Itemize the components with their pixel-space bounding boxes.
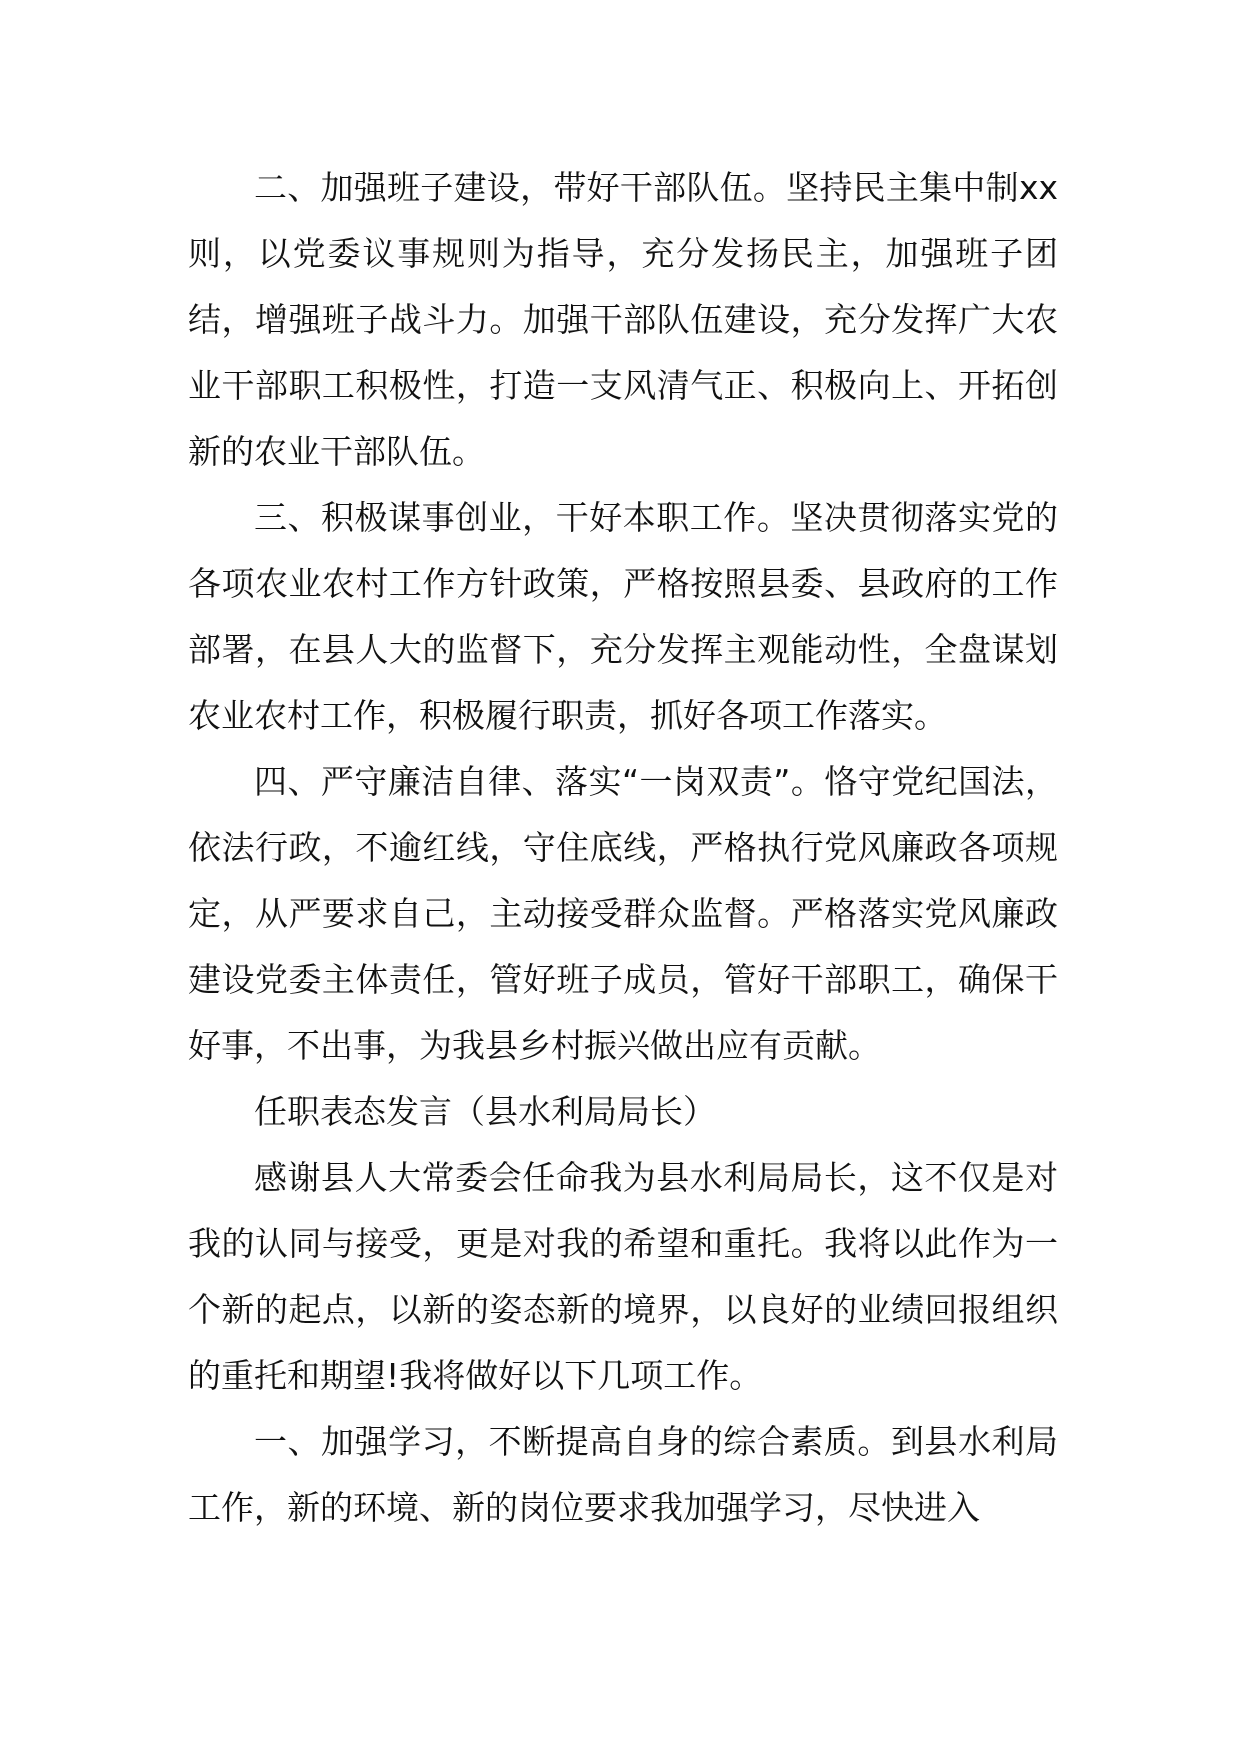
section-heading: 任职表态发言（县水利局局长） — [254, 1092, 716, 1131]
paragraph-work-duties: 三、积极谋事创业，干好本职工作。坚决贯彻落实党的各项农业农村工作方针政策，严格按照县委、县政府的工作部署，在县人大的监督下，充分发挥主观能动性，全盘谋划农业农村工作，积极履行职责，抓好各项工作落实。 — [188, 498, 1058, 735]
paragraph-thanks: 感谢县人大常委会任命我为县水利局局长，这不仅是对我的认同与接受，更是对我的希望和重托。我将以此作为一个新的起点，以新的姿态新的境界，以良好的业绩回报组织的重托和期望!我将做好以下几项工作。 — [188, 1158, 1058, 1395]
paragraph-study: 一、加强学习，不断提高自身的综合素质。到县水利局工作，新的环境、新的岗位要求我加强学习，尽快进入 — [188, 1422, 1058, 1527]
document-body — [188, 155, 1058, 1541]
paragraph-team-building: 二、加强班子建设，带好干部队伍。坚持民主集中制xx则，以党委议事规则为指导，充分发扬民主，加强班子团结，增强班子战斗力。加强干部队伍建设，充分发挥广大农业干部职工积极性，打造一支风清气正、积极向上、开拓创新的农业干部队伍。 — [188, 168, 1058, 471]
paragraph-integrity: 四、严守廉洁自律、落实“一岗双责”。恪守党纪国法，依法行政，不逾红线，守住底线，严格执行党风廉政各项规定，从严要求自己，主动接受群众监督。严格落实党风廉政建设党委主体责任，管好班子成员，管好干部职工，确保干好事，不出事，为我县乡村振兴做出应有贡献。 — [188, 762, 1058, 1065]
